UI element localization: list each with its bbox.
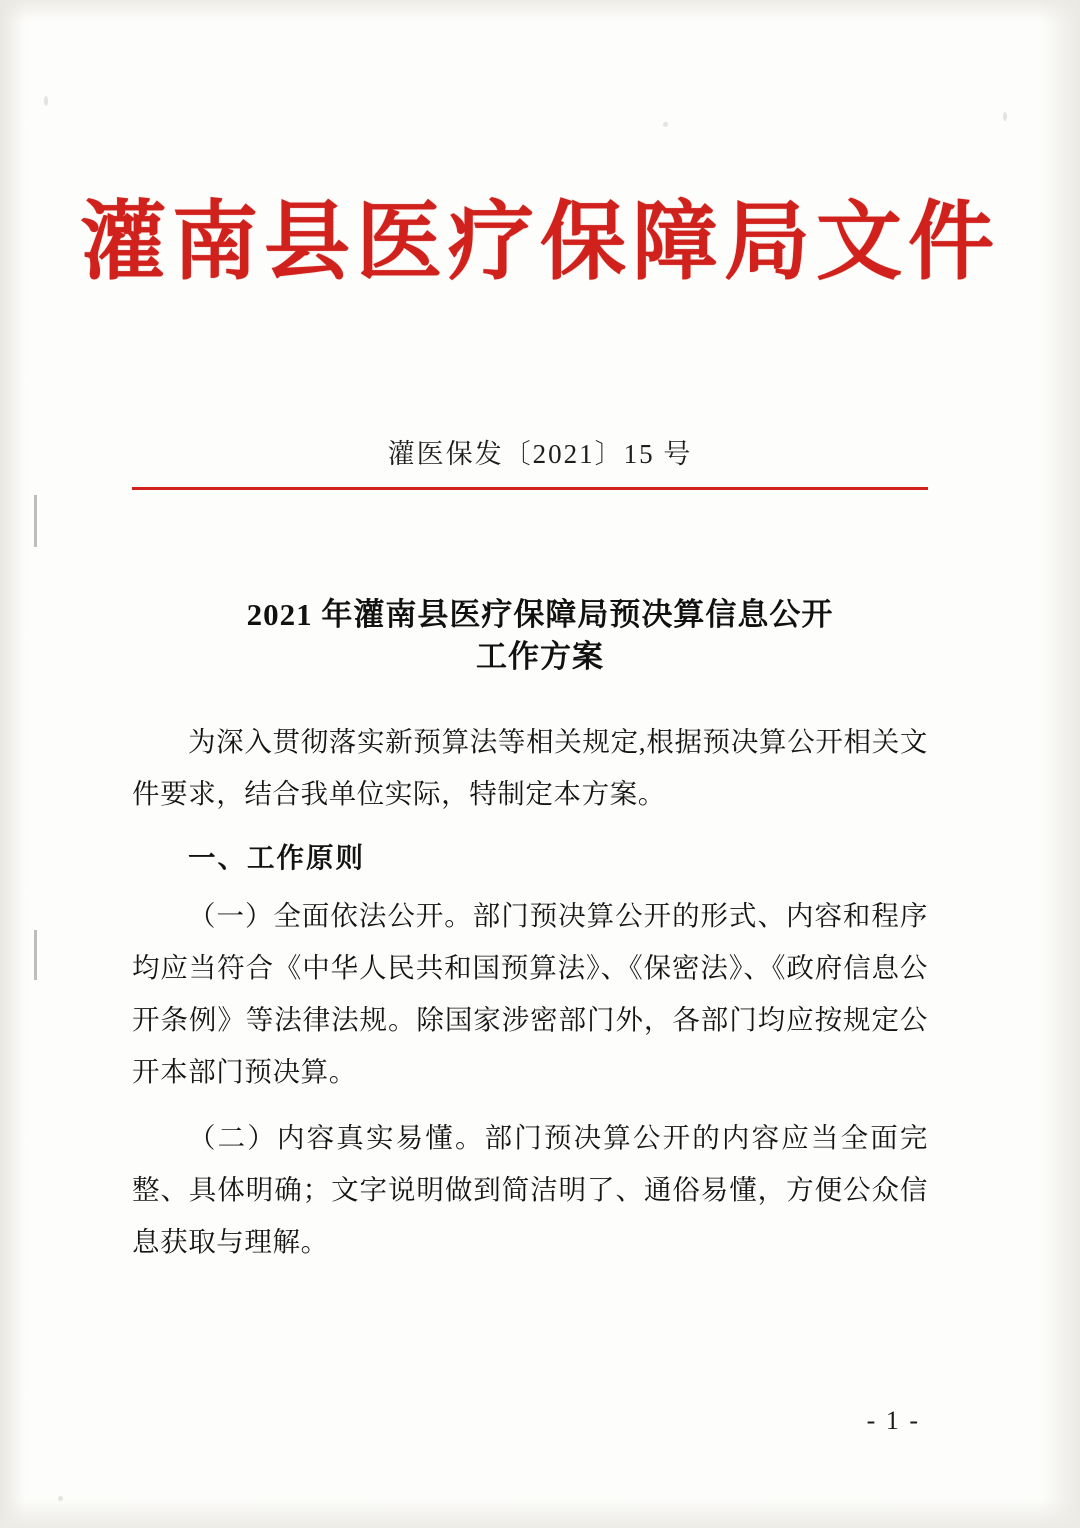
section-heading-one: 一、工作原则 [188,842,365,873]
red-separator-rule [132,487,928,490]
scan-edge-bottom [0,1498,1080,1528]
margin-mark-upper [34,495,37,547]
margin-mark-lower [34,930,37,980]
page-title-line-2: 工作方案 [476,638,604,674]
page-number: - 1 - [866,1406,920,1435]
intro-paragraph: 为深入贯彻落实新预算法等相关规定,根据预决算公开相关文件要求，结合我单位实际，特制定本方案。 [132,726,928,809]
item-one-paragraph: （一）全面依法公开。部门预决算公开的形式、内容和程序均应当符合《中华人民共和国预算法》、《保密法》、《政府信息公开条例》等法律法规。除国家涉密部门外，各部门均应按规定公开本部门预决算。 [132,900,928,1087]
scan-edge-top [0,0,1080,22]
document-masthead-title: 灌南县医疗保障局文件 [80,194,1000,290]
scan-speck [44,96,48,106]
scan-speck [58,1496,63,1501]
page-title-line-1: 2021 年灌南县医疗保障局预决算信息公开 [246,597,834,632]
page-title [150,594,930,678]
paragraph-spacer [132,1100,928,1112]
item-two-paragraph: （二）内容真实易懂。部门预决算公开的内容应当全面完整、具体明确；文字说明做到简洁明了、通俗易懂，方便公众信息获取与理解。 [132,1122,928,1257]
scan-speck [1003,112,1007,121]
scan-speck [663,122,668,127]
document-body [132,716,928,1270]
document-number: 灌医保发〔2021〕15 号 [387,439,693,469]
